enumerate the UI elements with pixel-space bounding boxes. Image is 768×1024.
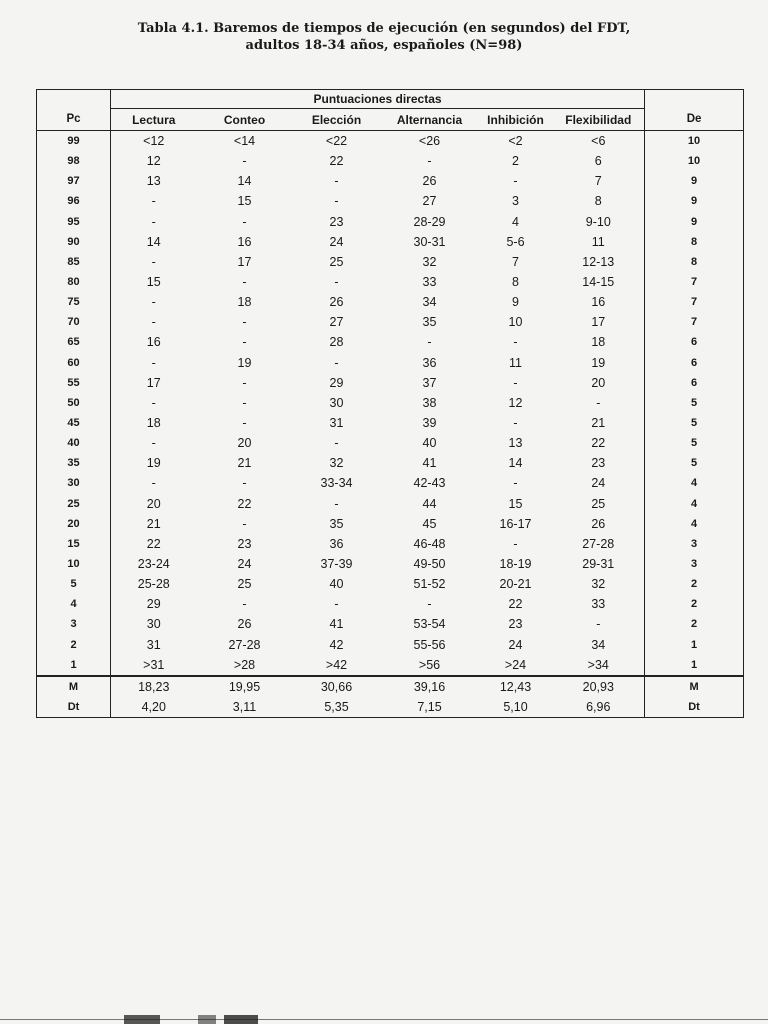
value-cell: <26	[418, 134, 441, 149]
value-cell: 21	[146, 516, 161, 531]
value-cell: -	[242, 335, 247, 350]
value-cell: 46-48	[413, 536, 446, 551]
value-cell: -	[242, 597, 247, 612]
value-cell: -	[334, 355, 339, 370]
value-cell: 33	[422, 275, 437, 290]
value-cell: 23	[508, 617, 523, 632]
value-cell: 23	[329, 214, 344, 229]
de-cell: 3	[645, 554, 744, 574]
column-header: Inhibición	[479, 109, 553, 131]
value-cell: -	[242, 315, 247, 330]
de-cell: 10	[645, 151, 744, 171]
value-cell: 49-50	[413, 557, 446, 572]
pc-cell: 90	[37, 232, 111, 252]
table-row	[37, 697, 744, 718]
value-cell: 4	[512, 214, 519, 229]
pc-cell: 40	[37, 433, 111, 453]
value-cell: -	[151, 436, 156, 451]
table-row	[37, 413, 744, 433]
value-cell: 12	[146, 154, 161, 169]
de-cell: 2	[645, 614, 744, 634]
de-cell: 6	[645, 332, 744, 352]
value-cell: 20,93	[553, 676, 645, 697]
value-cell: -	[151, 214, 156, 229]
value-cell: >42	[325, 657, 348, 672]
value-cell: 25	[237, 577, 252, 592]
column-header: Conteo	[197, 109, 293, 131]
table-row	[37, 614, 744, 634]
value-cell: 23-24	[137, 557, 170, 572]
value-cell: 28-29	[413, 214, 446, 229]
value-cell: 24	[508, 637, 523, 652]
value-cell: 15	[508, 496, 523, 511]
value-cell: 32	[591, 577, 606, 592]
pc-cell: 99	[37, 131, 111, 152]
table-row	[37, 191, 744, 211]
value-cell: 28	[329, 335, 344, 350]
value-cell: 12-13	[582, 254, 615, 269]
value-cell: 16	[146, 335, 161, 350]
pc-cell: 96	[37, 191, 111, 211]
scan-mark	[198, 1015, 216, 1024]
table-row	[37, 212, 744, 232]
table-row	[37, 473, 744, 493]
value-cell: >56	[418, 657, 441, 672]
pc-cell: 60	[37, 353, 111, 373]
value-cell: 36	[422, 355, 437, 370]
value-cell: 35	[329, 516, 344, 531]
de-cell: 9	[645, 171, 744, 191]
column-header: Lectura	[111, 109, 197, 131]
table-row	[37, 312, 744, 332]
value-cell: 20	[591, 375, 606, 390]
pc-cell: 4	[37, 594, 111, 614]
value-cell: -	[151, 194, 156, 209]
value-cell: 37	[422, 375, 437, 390]
de-cell: 5	[645, 413, 744, 433]
value-cell: 18-19	[499, 557, 532, 572]
de-cell: 6	[645, 373, 744, 393]
summary-label-right: Dt	[645, 697, 744, 718]
value-cell: 14-15	[582, 275, 615, 290]
value-cell: -	[513, 476, 518, 491]
value-cell: 26	[591, 516, 606, 531]
value-cell: -	[334, 174, 339, 189]
de-cell: 4	[645, 473, 744, 493]
table-row	[37, 676, 744, 697]
value-cell: 17	[146, 375, 161, 390]
value-cell: 21	[237, 456, 252, 471]
table-row	[37, 433, 744, 453]
value-cell: -	[242, 476, 247, 491]
value-cell: 19	[591, 355, 606, 370]
value-cell: 9	[512, 295, 519, 310]
value-cell: 19	[146, 456, 161, 471]
value-cell: 39,16	[381, 676, 479, 697]
table-row	[37, 131, 744, 152]
value-cell: 51-52	[413, 577, 446, 592]
pc-cell: 85	[37, 252, 111, 272]
de-cell: 1	[645, 655, 744, 676]
pc-cell: 55	[37, 373, 111, 393]
value-cell: 24	[329, 234, 344, 249]
value-cell: 33	[591, 597, 606, 612]
value-cell: 5,35	[293, 697, 381, 718]
value-cell: 7	[512, 254, 519, 269]
pc-cell: 25	[37, 494, 111, 514]
value-cell: -	[513, 536, 518, 551]
value-cell: 5,10	[479, 697, 553, 718]
table-row	[37, 353, 744, 373]
pc-cell: 5	[37, 574, 111, 594]
value-cell: 29-31	[582, 557, 615, 572]
value-cell: -	[427, 154, 432, 169]
value-cell: 14	[237, 174, 252, 189]
pc-cell: 30	[37, 473, 111, 493]
de-cell: 7	[645, 272, 744, 292]
de-cell: 10	[645, 131, 744, 152]
de-cell: 1	[645, 635, 744, 655]
de-cell: 9	[645, 212, 744, 232]
de-cell: 5	[645, 433, 744, 453]
table-row	[37, 292, 744, 312]
pc-cell: 10	[37, 554, 111, 574]
summary-label-right: M	[645, 676, 744, 697]
value-cell: 32	[422, 254, 437, 269]
value-cell: 31	[146, 637, 161, 652]
value-cell: 42	[329, 637, 344, 652]
value-cell: 27	[329, 315, 344, 330]
value-cell: 40	[422, 436, 437, 451]
value-cell: 27-28	[228, 637, 261, 652]
pc-cell: 75	[37, 292, 111, 312]
scan-mark	[224, 1015, 258, 1024]
value-cell: 25	[591, 496, 606, 511]
value-cell: -	[513, 375, 518, 390]
value-cell: 20	[146, 496, 161, 511]
value-cell: >34	[587, 657, 609, 672]
value-cell: 25-28	[137, 577, 170, 592]
value-cell: 13	[146, 174, 161, 189]
value-cell: 27	[422, 194, 437, 209]
value-cell: 17	[237, 254, 252, 269]
value-cell: 14	[146, 234, 161, 249]
value-cell: 41	[329, 617, 344, 632]
value-cell: -	[513, 416, 518, 431]
value-cell: 40	[329, 577, 344, 592]
value-cell: <22	[325, 134, 348, 149]
value-cell: 10	[508, 315, 523, 330]
value-cell: 24	[237, 557, 252, 572]
table-row	[37, 453, 744, 473]
de-cell: 7	[645, 292, 744, 312]
value-cell: 16	[237, 234, 252, 249]
value-cell: -	[151, 254, 156, 269]
value-cell: -	[242, 214, 247, 229]
value-cell: 29	[329, 375, 344, 390]
value-cell: 9-10	[585, 214, 611, 229]
summary-label: M	[37, 676, 111, 697]
value-cell: 15	[146, 275, 161, 290]
value-cell: 18	[591, 335, 606, 350]
value-cell: 38	[422, 395, 437, 410]
value-cell: 30	[329, 395, 344, 410]
value-cell: 19	[237, 355, 252, 370]
value-cell: 36	[329, 536, 344, 551]
value-cell: -	[334, 194, 339, 209]
value-cell: >24	[504, 657, 527, 672]
pc-cell: 45	[37, 413, 111, 433]
pc-cell: 80	[37, 272, 111, 292]
table-row	[37, 514, 744, 534]
table-row	[37, 494, 744, 514]
value-cell: -	[427, 335, 432, 350]
pc-cell: 65	[37, 332, 111, 352]
value-cell: 29	[146, 597, 161, 612]
pc-cell: 50	[37, 393, 111, 413]
pc-header: Pc	[37, 109, 111, 131]
page-bottom-rule	[0, 1019, 768, 1020]
table-row	[37, 272, 744, 292]
value-cell: 26	[422, 174, 437, 189]
de-cell: 4	[645, 514, 744, 534]
table-row	[37, 151, 744, 171]
value-cell: 42-43	[413, 476, 446, 491]
table-row	[37, 554, 744, 574]
value-cell: <2	[508, 134, 523, 149]
value-cell: 12	[508, 395, 523, 410]
de-cell: 5	[645, 393, 744, 413]
value-cell: 23	[591, 456, 606, 471]
value-cell: 18	[237, 295, 252, 310]
value-cell: -	[242, 416, 247, 431]
value-cell: -	[242, 275, 247, 290]
value-cell: 11	[509, 355, 522, 370]
table-row	[37, 594, 744, 614]
value-cell: 20-21	[499, 577, 532, 592]
value-cell: 18	[146, 416, 161, 431]
value-cell: -	[242, 154, 247, 169]
value-cell: 22	[146, 536, 161, 551]
pc-cell: 1	[37, 655, 111, 676]
de-cell: 4	[645, 494, 744, 514]
value-cell: 24	[591, 476, 606, 491]
value-cell: 45	[422, 516, 437, 531]
value-cell: 30-31	[413, 234, 446, 249]
baremos-table	[36, 89, 744, 718]
value-cell: -	[242, 395, 247, 410]
value-cell: 2	[512, 154, 519, 169]
value-cell: -	[151, 315, 156, 330]
value-cell: 8	[512, 275, 519, 290]
value-cell: <6	[591, 134, 606, 149]
value-cell: <14	[233, 134, 256, 149]
value-cell: -	[242, 375, 247, 390]
table-body	[37, 131, 744, 676]
value-cell: -	[151, 355, 156, 370]
value-cell: 22	[508, 597, 523, 612]
value-cell: 25	[329, 254, 344, 269]
column-header: Flexibilidad	[553, 109, 645, 131]
value-cell: 15	[237, 194, 252, 209]
value-cell: >28	[233, 657, 256, 672]
pc-cell: 20	[37, 514, 111, 534]
de-cell: 2	[645, 594, 744, 614]
table-row	[37, 252, 744, 272]
value-cell: 22	[237, 496, 252, 511]
value-cell: 33-34	[320, 476, 353, 491]
value-cell: 41	[422, 456, 437, 471]
value-cell: -	[334, 597, 339, 612]
scan-mark	[124, 1015, 160, 1024]
pc-cell: 3	[37, 614, 111, 634]
value-cell: 53-54	[413, 617, 446, 632]
value-cell: 19,95	[197, 676, 293, 697]
value-cell: 18,23	[111, 676, 197, 697]
de-cell: 8	[645, 252, 744, 272]
value-cell: 7	[594, 174, 602, 189]
value-cell: 5-6	[506, 234, 525, 249]
value-cell: 35	[422, 315, 437, 330]
table-row	[37, 534, 744, 554]
value-cell: -	[151, 295, 156, 310]
value-cell: -	[334, 496, 339, 511]
table-row	[37, 635, 744, 655]
de-cell: 6	[645, 353, 744, 373]
value-cell: -	[334, 275, 339, 290]
value-cell: -	[513, 335, 518, 350]
value-cell: 11	[591, 234, 605, 249]
pc-cell: 2	[37, 635, 111, 655]
value-cell: 6	[594, 154, 602, 169]
de-cell: 2	[645, 574, 744, 594]
value-cell: >31	[143, 657, 165, 672]
de-cell: 7	[645, 312, 744, 332]
pc-cell: 15	[37, 534, 111, 554]
value-cell: -	[242, 516, 247, 531]
value-cell: 20	[237, 436, 252, 451]
de-cell: 9	[645, 191, 744, 211]
value-cell: 23	[237, 536, 252, 551]
value-cell: 21	[591, 416, 606, 431]
value-cell: 16-17	[499, 516, 532, 531]
de-cell: 8	[645, 232, 744, 252]
pc-cell: 35	[37, 453, 111, 473]
value-cell: 44	[422, 496, 437, 511]
value-cell: 12,43	[479, 676, 553, 697]
value-cell: 4,20	[111, 697, 197, 718]
table-row	[37, 171, 744, 191]
table-row	[37, 332, 744, 352]
column-header: Alternancia	[381, 109, 479, 131]
value-cell: <12	[143, 134, 165, 149]
value-cell: 6,96	[553, 697, 645, 718]
table-row	[37, 373, 744, 393]
pc-cell: 70	[37, 312, 111, 332]
value-cell: 22	[591, 436, 606, 451]
value-cell: -	[513, 174, 518, 189]
table-row	[37, 655, 744, 676]
value-cell: 34	[422, 295, 437, 310]
group-header: Puntuaciones directas	[111, 90, 645, 109]
table-row	[37, 393, 744, 413]
table-caption	[0, 20, 768, 54]
value-cell: 8	[594, 194, 602, 209]
de-cell: 5	[645, 453, 744, 473]
value-cell: -	[596, 617, 601, 632]
value-cell: 32	[329, 456, 344, 471]
value-cell: -	[151, 395, 156, 410]
table-row	[37, 574, 744, 594]
value-cell: 17	[591, 315, 606, 330]
pc-cell: 98	[37, 151, 111, 171]
value-cell: 14	[508, 456, 523, 471]
de-cell: 3	[645, 534, 744, 554]
value-cell: 31	[329, 416, 344, 431]
value-cell: 26	[329, 295, 344, 310]
value-cell: 37-39	[320, 557, 353, 572]
value-cell: 16	[591, 295, 606, 310]
value-cell: -	[151, 476, 156, 491]
value-cell: 7,15	[381, 697, 479, 718]
value-cell: 27-28	[582, 536, 615, 551]
value-cell: 26	[237, 617, 252, 632]
column-header: Elección	[293, 109, 381, 131]
de-header: De	[645, 109, 744, 131]
value-cell: 3,11	[197, 697, 293, 718]
value-cell: 30,66	[293, 676, 381, 697]
caption-line-1: Tabla 4.1. Baremos de tiempos de ejecución (en segundos) del FDT,	[137, 21, 631, 36]
caption-line-2: adultos 18-34 años, españoles (N=98)	[245, 38, 523, 53]
summary-label: Dt	[37, 697, 111, 718]
table-summary	[37, 676, 744, 718]
value-cell: 30	[146, 617, 161, 632]
value-cell: 13	[508, 436, 523, 451]
pc-cell: 97	[37, 171, 111, 191]
value-cell: 3	[512, 194, 519, 209]
value-cell: -	[427, 597, 432, 612]
value-cell: 22	[329, 154, 344, 169]
pc-cell: 95	[37, 212, 111, 232]
value-cell: -	[596, 395, 601, 410]
value-cell: 39	[422, 416, 437, 431]
value-cell: -	[334, 436, 339, 451]
value-cell: 34	[591, 637, 606, 652]
table-row	[37, 232, 744, 252]
value-cell: 55-56	[413, 637, 446, 652]
